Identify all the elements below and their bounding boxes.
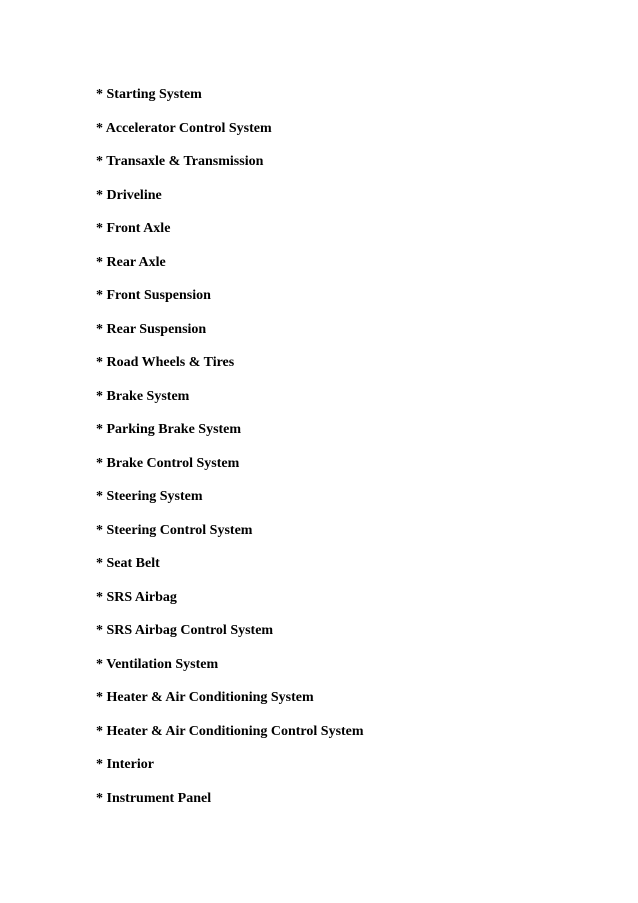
- list-item: * Parking Brake System: [96, 422, 242, 437]
- list-item: * Steering System: [96, 489, 203, 504]
- list-item: * Rear Suspension: [96, 321, 207, 337]
- system-list: [96, 86, 364, 823]
- list-item: * Front Axle: [96, 221, 171, 236]
- list-item: * Heater & Air Conditioning Control System: [96, 723, 364, 739]
- list-item: * Ventilation System: [96, 656, 219, 672]
- list-item: * Heater & Air Conditioning System: [96, 690, 314, 705]
- list-item: * Road Wheels & Tires: [96, 355, 235, 370]
- list-item: * SRS Airbag: [96, 589, 177, 605]
- list-item: * Brake Control System: [96, 455, 240, 471]
- list-item: * Steering Control System: [96, 522, 253, 538]
- list-item: * Brake System: [96, 388, 190, 404]
- list-item: * Transaxle & Transmission: [96, 154, 264, 169]
- list-item: * Starting System: [96, 87, 202, 102]
- list-item: * Instrument Panel: [96, 790, 212, 806]
- list-item: * Front Suspension: [96, 288, 211, 303]
- list-item: * SRS Airbag Control System: [96, 623, 274, 638]
- list-item: * Interior: [96, 757, 154, 772]
- list-item: * Rear Axle: [96, 254, 166, 270]
- list-item: * Driveline: [96, 187, 162, 203]
- list-item: * Seat Belt: [96, 556, 160, 571]
- list-item: * Accelerator Control System: [96, 120, 272, 136]
